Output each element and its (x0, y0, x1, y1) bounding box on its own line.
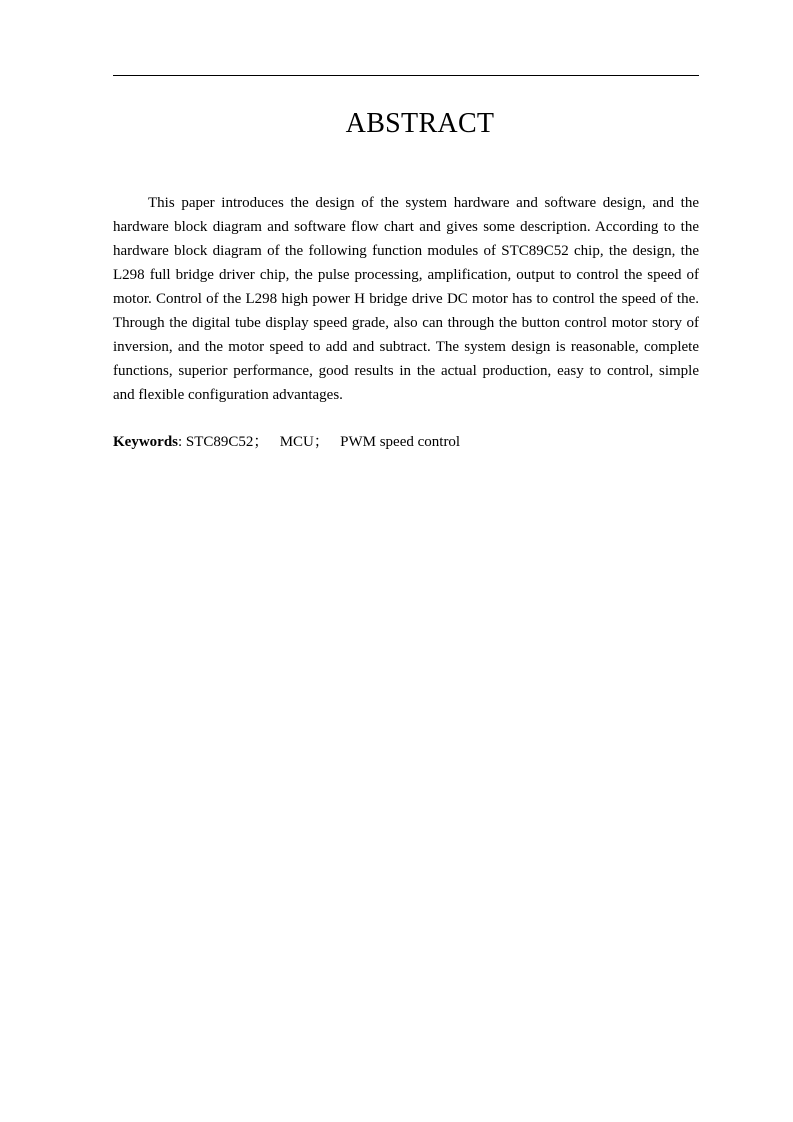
keyword-item: MCU； (279, 434, 329, 450)
abstract-title: ABSTRACT (345, 108, 495, 139)
keywords-label: Keywords (113, 434, 178, 450)
header-rule (113, 75, 699, 76)
keyword-item: STC89C52； (185, 434, 269, 450)
keyword-item: PWM speed control (340, 434, 461, 450)
keywords-separator: : (178, 434, 186, 450)
keywords-line (113, 430, 699, 454)
abstract-body: This paper introduces the design of the system hardware and software design, and the hardware block diagram and software flow chart and gives some description. According to the hardware block diagram of the following function modules of STC89C52 chip, the design, the L298 full bridge driver chip, the pulse processing, amplification, output to control the speed of motor. Control of the L298 high power H bridge drive DC motor has to control the speed of the. Through the digital tube display speed grade, also can through the button control motor story of inversion, and the motor speed to add and subtract. The system design is reasonable, complete functions, superior performance, good results in the actual production, easy to control, simple and flexible configuration advantages. (113, 195, 699, 403)
